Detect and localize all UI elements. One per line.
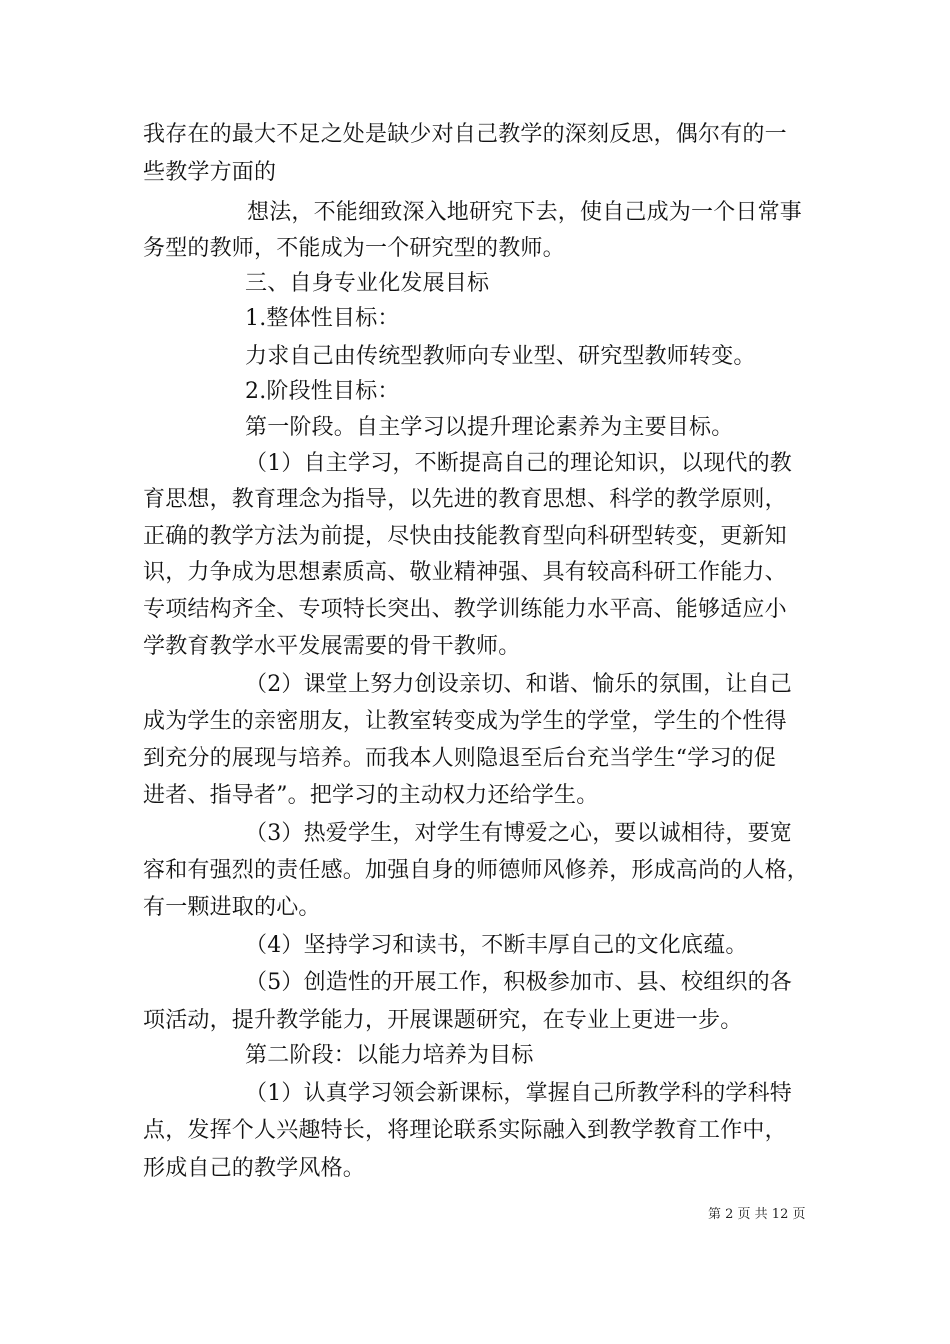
text-line: 些教学方面的 [143, 160, 277, 185]
subheading: 2.阶段性目标： [245, 379, 400, 404]
page-number: 第 2 页 共 12 页 [708, 1207, 806, 1222]
subheading: 第二阶段：以能力培养为目标 [245, 1043, 534, 1068]
text-line: （2）课堂上努力创设亲切、和谐、愉乐的氛围，让自己 [245, 672, 792, 697]
text-line: 专项结构齐全、专项特长突出、教学训练能力水平高、能够适应小 [143, 597, 787, 622]
text-line: 想法，不能细致深入地研究下去，使自己成为一个日常事 [247, 200, 803, 225]
text-line: 务型的教师，不能成为一个研究型的教师。 [143, 236, 565, 261]
text-line: 第一阶段。自主学习以提升理论素养为主要目标。 [245, 415, 734, 440]
text-line: 到充分的展现与培养。而我本人则隐退至后台充当学生“学习的促 [143, 746, 777, 771]
text-line: 成为学生的亲密朋友，让教室转变成为学生的学堂，学生的个性得 [143, 709, 787, 734]
text-line: 形成自己的教学风格。 [143, 1156, 366, 1181]
text-line: 育思想，教育理念为指导，以先进的教育思想、科学的教学原则， [143, 487, 787, 512]
section-heading: 三、自身专业化发展目标 [245, 271, 490, 296]
text-line: 项活动，提升教学能力，开展课题研究，在专业上更进一步。 [143, 1008, 743, 1033]
text-line: 进者、指导者”。把学习的主动权力还给学生。 [143, 783, 599, 808]
text-line: 正确的教学方法为前提，尽快由技能教育型向科研型转变，更新知 [143, 524, 787, 549]
text-line: 力求自己由传统型教师向专业型、研究型教师转变。 [245, 344, 756, 369]
text-line: （1）自主学习，不断提高自己的理论知识，以现代的教 [245, 451, 792, 476]
text-line: （3）热爱学生，对学生有博爱之心，要以诚相待，要宽 [245, 821, 792, 846]
text-line: 点，发挥个人兴趣特长，将理论联系实际融入到教学教育工作中， [143, 1118, 787, 1143]
text-line: 识，力争成为思想素质高、敬业精神强、具有较高科研工作能力、 [143, 560, 787, 585]
text-line: 学教育教学水平发展需要的骨干教师。 [143, 634, 521, 659]
text-line: 有一颗进取的心。 [143, 895, 321, 920]
text-line: 我存在的最大不足之处是缺少对自己教学的深刻反思，偶尔有的一 [143, 122, 787, 147]
text-line: （5）创造性的开展工作，积极参加市、县、校组织的各 [245, 970, 792, 995]
text-line: 容和有强烈的责任感。加强自身的师德师风修养，形成高尚的人格， [143, 858, 810, 883]
subheading: 1.整体性目标： [245, 306, 400, 331]
text-line: （1）认真学习领会新课标，掌握自己所教学科的学科特 [245, 1081, 792, 1106]
text-line: （4）坚持学习和读书，不断丰厚自己的文化底蕴。 [245, 933, 748, 958]
